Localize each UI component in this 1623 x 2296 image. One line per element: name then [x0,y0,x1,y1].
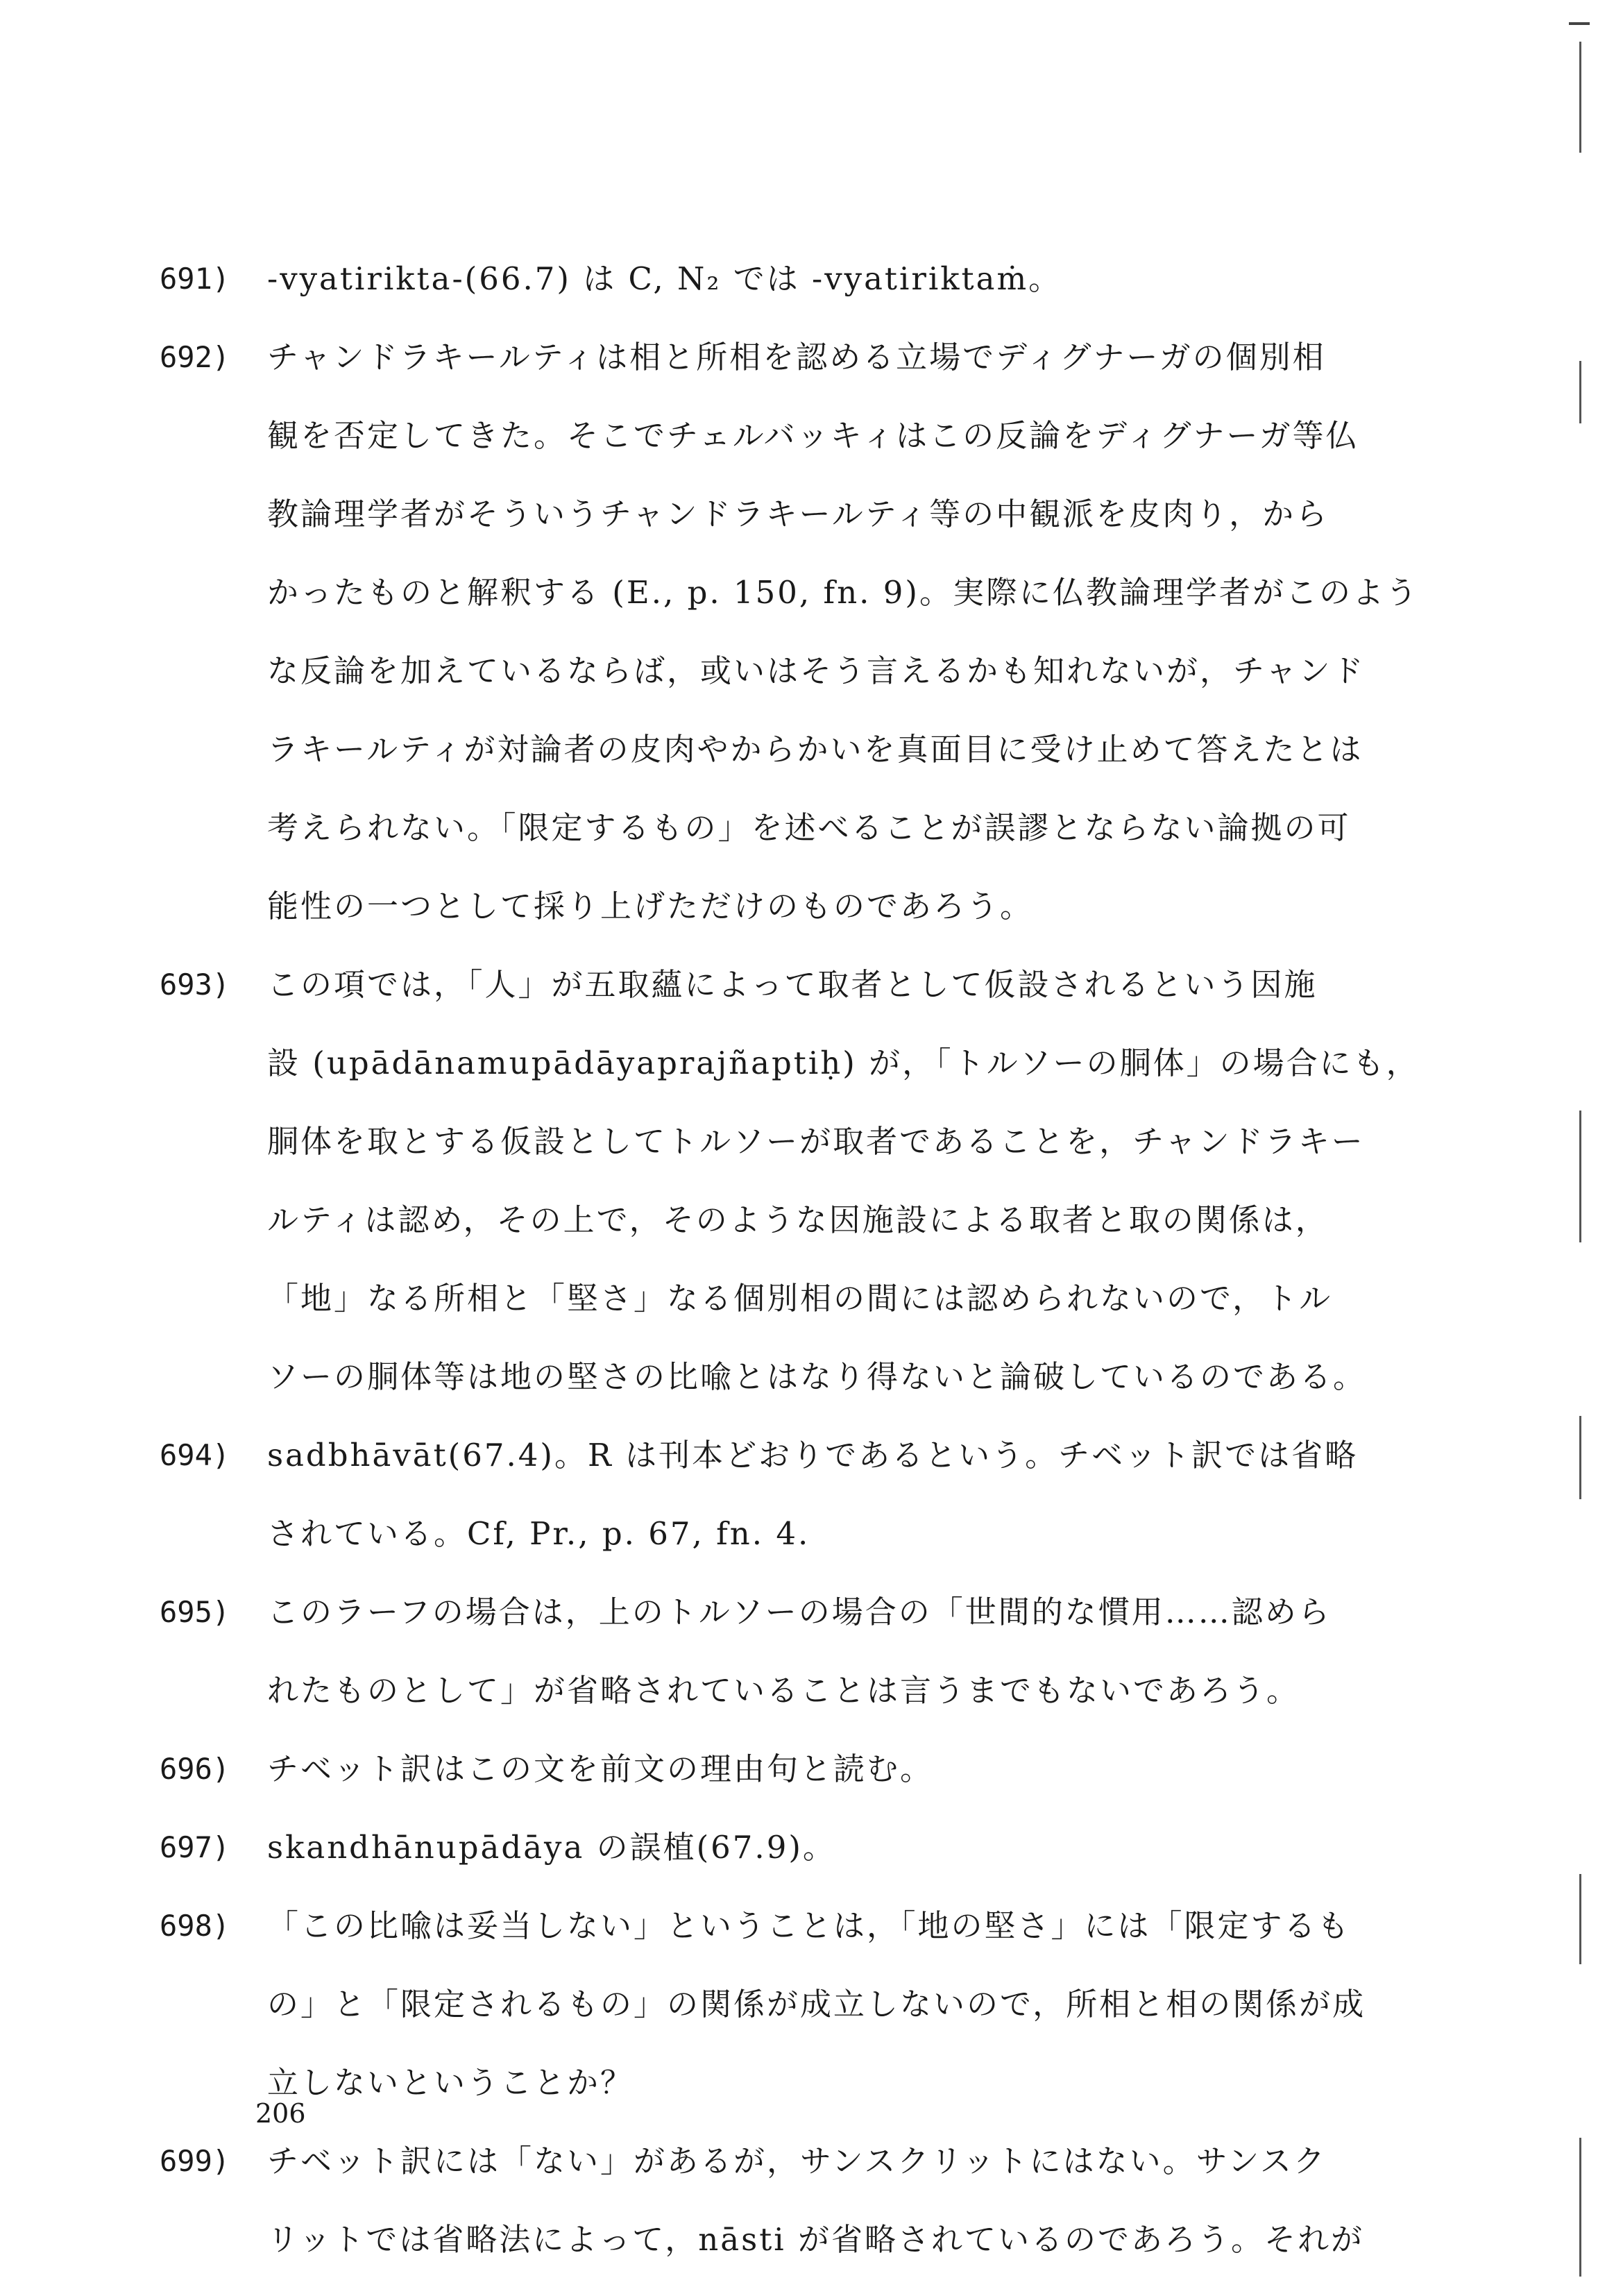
footnote-number: 696) [160,1752,230,1786]
scan-edge-line [1579,361,1581,423]
footnote-line: 立しないということか？ [267,2064,634,2101]
scan-edge-line [1579,42,1581,153]
footnote-line: -vyatirikta-(66.7) は C, N₂ では -vyatiriktaṁ。 [267,260,1062,297]
footnote-line: チベット訳には「ない」があるが，サンスクリットにはない。サンスク [267,2143,1327,2179]
footnote-698 [160,1886,1395,2122]
footnote-694 [160,1416,1395,1573]
scan-edge-line [1579,1416,1581,1499]
footnote-number: 699) [160,2144,230,2178]
footnote-line: 胴体を取とする仮設としてトルソーが取者であることを，チャンドラキー [267,1123,1365,1160]
footnote-line: の」と「限定されるもの」の関係が成立しないので，所相と相の関係が成 [267,1986,1366,2023]
footnote-line: リットでは省略法によって，nāsti が省略されているのであろう。それが [267,2221,1364,2258]
footnote-number: 695) [160,1595,230,1629]
footnote-line: 設 (upādānamupādāyaprajñaptiḥ) が，「トルソーの胴体」の場合にも， [267,1045,1420,1081]
footnote-line: ラキールティが対論者の皮肉やからかいを真面目に受け止めて答えたとは [267,731,1363,768]
footnote-695 [160,1573,1395,1730]
footnote-line: れたものとして」が省略されていることは言うまでもないであろう。 [267,1672,1300,1709]
footnote-line: この項では，「人」が五取蘊によって取者として仮設されるという因施 [267,966,1318,1003]
scan-edge-mark [1569,22,1590,25]
footnote-line: ルティは認め，その上で，そのような因施設による取者と取の関係は， [267,1201,1329,1238]
footnote-line: 考えられない。「限定するもの」を述べることが誤謬とならない論拠の可 [267,809,1351,846]
footnote-number: 697) [160,1830,230,1864]
footnote-697 [160,1808,1395,1886]
footnote-691 [160,239,1395,318]
footnote-number: 694) [160,1438,230,1472]
footnote-line: 能性の一つとして採り上げただけのものであろう。 [267,888,1034,925]
footnote-number: 693) [160,968,230,1002]
footnote-line: チャンドラキールティは相と所相を認める立場でディグナーガの個別相 [267,339,1326,375]
footnote-699 [160,2122,1395,2279]
footnote-line: ソーの胴体等は地の堅さの比喩とはなり得ないと論破しているのである。 [267,1358,1367,1395]
footnote-line: sadbhāvāt(67.4)。R は刊本どおりであるという。チベット訳では省略 [267,1437,1359,1474]
footnotes-list [160,239,1420,2279]
footnote-line: このラーフの場合は，上のトルソーの場合の「世間的な慣用……認めら [267,1594,1332,1630]
footnote-number: 691) [160,262,230,296]
footnote-line: 「この比喩は妥当しない」ということは，「地の堅さ」には「限定するも [267,1907,1351,1944]
scan-edge-line [1579,1874,1581,1964]
footnote-line: されている。Cf, Pr., p. 67, fn. 4. [267,1515,810,1552]
footnote-line: 「地」なる所相と「堅さ」なる個別相の間には認められないので，トル [267,1280,1333,1317]
footnote-line: な反論を加えているならば，或いはそう言えるかも知れないが，チャンド [267,652,1366,689]
footnote-692 [160,318,1419,945]
footnote-693 [160,945,1420,1416]
footnote-number: 692) [160,340,230,374]
page-number: 206 [255,2098,306,2129]
footnote-line: 教論理学者がそういうチャンドラキールティ等の中観派を皮肉り，から [267,496,1329,532]
scan-edge-line [1579,2138,1581,2277]
footnote-line: チベット訳はこの文を前文の理由句と読む。 [267,1750,934,1787]
footnote-line: かったものと解釈する (E., p. 150, fn. 9)。実際に仏教論理学者がこのよう [267,574,1419,611]
footnote-696 [160,1730,1395,1808]
footnote-number: 698) [160,1909,230,1943]
footnote-line: 観を否定してきた。そこでチェルバッキィはこの反論をディグナーガ等仏 [267,417,1359,454]
footnote-line: skandhānupādāya の誤植(67.9)。 [267,1829,836,1866]
scan-edge-line [1579,1111,1581,1242]
